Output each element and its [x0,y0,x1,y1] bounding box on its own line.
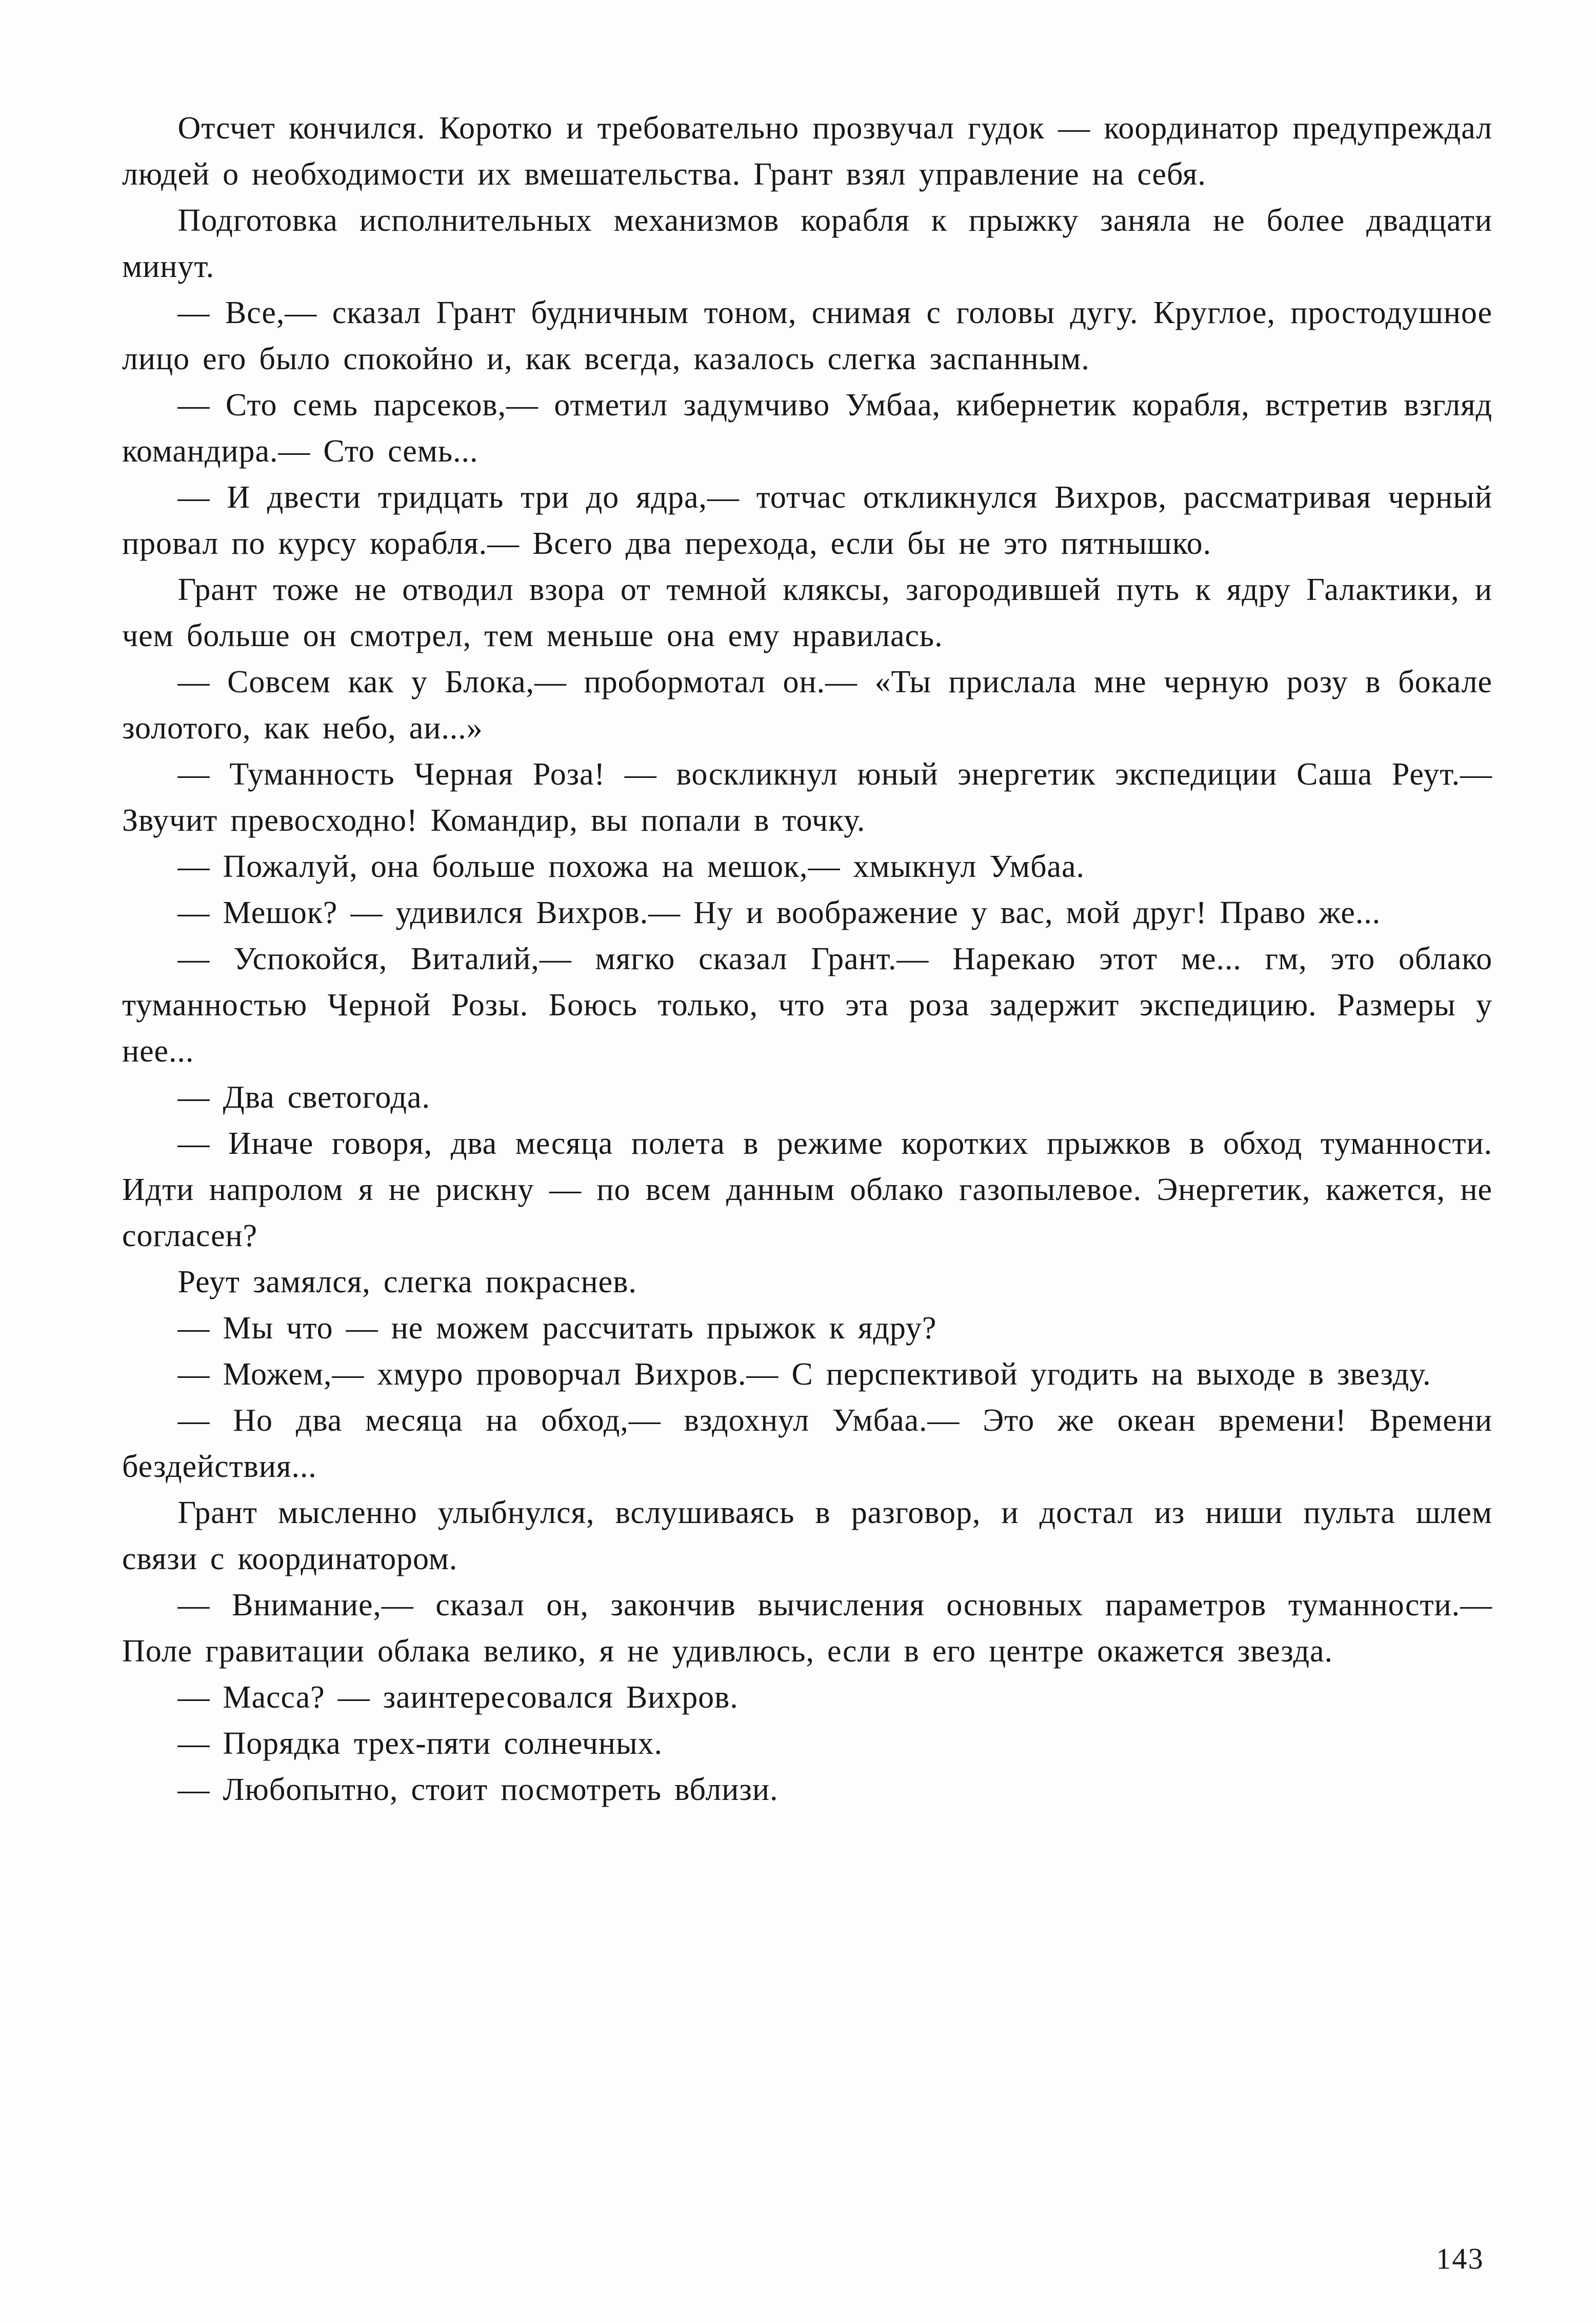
paragraph: — И двести тридцать три до ядра,— тотчас откликнулся Вихров, рассматривая черный провал по курсу корабля.— Всего два перехода, если бы не это пятнышко. [122,480,1492,561]
paragraph: — Сто семь парсеков,— отметил задумчиво Умбаа, кибернетик корабля, встретив взгляд командира.— Сто семь... [122,388,1492,469]
paragraph: — Порядка трех-пяти солнечных. [177,1726,663,1761]
paragraph: — Мешок? — удивился Вихров.— Ну и воображение у вас, мой друг! Право же... [177,895,1381,930]
paragraph: Грант мысленно улыбнулся, вслушиваясь в разговор, и достал из ниши пульта шлем связи с координатором. [122,1495,1492,1576]
paragraph: — Но два месяца на обход,— вздохнул Умбаа.— Это же океан времени! Времени бездействия... [122,1403,1492,1484]
paragraph: — Любопытно, стоит посмотреть вблизи. [177,1772,779,1807]
page-number: 143 [1436,2242,1484,2275]
paragraph: — Внимание,— сказал он, закончив вычисления основных параметров туманности.— Поле гравитации облака велико, я не удивлюсь, если в его центре окажется звезда. [122,1588,1492,1669]
paragraph: — Масса? — заинтересовался Вихров. [177,1680,739,1715]
paragraph: — Все,— сказал Грант будничным тоном, снимая с головы дугу. Круглое, простодушное лицо его было спокойно и, как всегда, казалось слегка заспанным. [122,295,1492,376]
paragraph: — Туманность Черная Роза! — воскликнул юный энергетик экспедиции Саша Реут.— Звучит превосходно! Командир, вы попали в точку. [122,757,1492,838]
text-block [122,105,1492,1813]
paragraph: — Мы что — не можем рассчитать прыжок к ядру? [177,1311,937,1346]
paragraph: — Два светогода. [177,1080,430,1115]
paragraph: Реут замялся, слегка покраснев. [177,1265,637,1299]
paragraph: — Успокойся, Виталий,— мягко сказал Грант.— Нарекаю этот ме... гм, это облако туманностью Черной Розы. Боюсь только, что эта роза задержит экспедицию. Размеры у нее... [122,942,1492,1069]
paragraph: — Пожалуй, она больше похожа на мешок,— хмыкнул Умбаа. [177,849,1085,884]
paragraph: — Можем,— хмуро проворчал Вихров.— С перспективой угодить на выходе в звезду. [177,1357,1431,1392]
paragraph: Подготовка исполнительных механизмов корабля к прыжку заняла не более двадцати минут. [122,203,1492,284]
paragraph: — Совсем как у Блока,— пробормотал он.— «Ты прислала мне черную розу в бокале золотого, как небо, аи...» [122,665,1492,746]
paragraph: Грант тоже не отводил взора от темной кляксы, загородившей путь к ядру Галактики, и чем больше он смотрел, тем меньше она ему нравилась. [122,572,1492,653]
paragraph: — Иначе говоря, два месяца полета в режиме коротких прыжков в обход туманности. Идти напролом я не рискну — по всем данным облако газопылевое. Энергетик, кажется, не согласен? [122,1126,1492,1253]
paragraph: Отсчет кончился. Коротко и требовательно прозвучал гудок — координатор предупреждал людей о необходимости их вмешательства. Грант взял управление на себя. [122,111,1492,192]
